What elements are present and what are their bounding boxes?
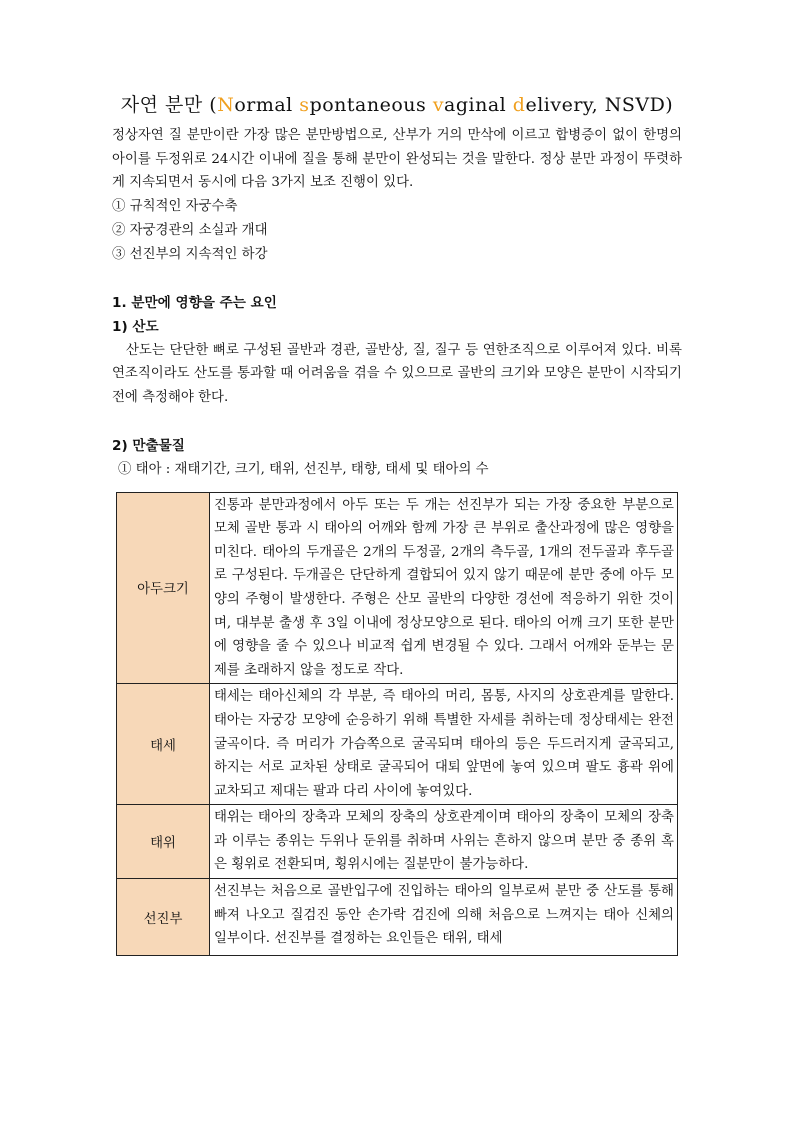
- subsection-heading-passenger: 2) 만출물질: [112, 437, 185, 454]
- title-letter-v: v: [432, 94, 445, 116]
- title-word-elivery: elivery, NSVD): [525, 94, 674, 116]
- row-text-presentation: [210, 879, 678, 956]
- table-row: [117, 492, 678, 684]
- title-prefix: 자연 분만 (: [120, 94, 218, 116]
- list-item: ① 규칙적인 자궁수축: [112, 198, 238, 214]
- birth-canal-paragraph: 산도는 단단한 뼈로 구성된 골반과 경관, 골반상, 질, 질구 등 연한조직으로 이루어져 있다. 비록 연조직이라도 산도를 통과할 때 어려움을 겪을 수 있으므로 골반의 크기와 모양은 분만이 시작되기 전에 측정해야 한다.: [112, 342, 682, 405]
- presentation-text: 선진부는 처음으로 골반입구에 진입하는 태아의 일부로써 분만 중 산도를 통해 빠져 나오고 질검진 동안 손가락 검진에 의해 처음으로 느껴지는 태아 신체의 일부이다. 선진부를 결정하는 요인들은 태위, 태세: [214, 884, 674, 947]
- list-item: ② 자궁경관의 소실과 개대: [112, 222, 268, 238]
- intro-paragraph: 정상자연 질 분만이란 가장 많은 분만방법으로, 산부가 거의 만삭에 이르고 합병증이 없이 한명의 아이를 두정위로 24시간 이내에 질을 통해 분만이 완성되는 것을 말한다. 정상 분만 과정이 뚜렷하게 지속되면서 동시에 다음 3가지 보조 진행이 있다.: [112, 128, 682, 191]
- title-letter-d: d: [512, 94, 526, 116]
- document-page: [112, 92, 682, 956]
- row-text-attitude: 태세는 태아신체의 각 부분, 즉 태아의 머리, 몸통, 사지의 상호관계를 말한다. 태아는 자궁강 모양에 순응하기 위해 특별한 자세를 취하는데 정상태세는 완전굴곡이다. 즉 머리가 가슴쪽으로 굴곡되며 태아의 등은 두드러지게 굴곡되고, 하지는 서로 교차된 상태로 굴곡되어 대퇴 앞면에 놓여 있으며 팔도 흉곽 위에 교차되고 제대는 팔과 다리 사이에 놓여있다.: [210, 684, 678, 805]
- fetus-factors-table: [116, 492, 678, 957]
- row-label-presentation: 선진부: [117, 879, 210, 956]
- table-row: [117, 805, 678, 879]
- row-text-lie: 태위는 태아의 장축과 모체의 장축의 상호관계이며 태아의 장축이 모체의 장축과 이루는 종위는 두위나 둔위를 취하며 사위는 흔하지 않으며 분만 중 종위 혹은 횡위로 전환되며, 횡위시에는 질분만이 불가능하다.: [210, 805, 678, 879]
- title-word-pontaneous: pontaneous: [309, 94, 433, 116]
- title-letter-s: s: [299, 94, 310, 116]
- row-label-attitude: 태세: [117, 684, 210, 805]
- table-row: [117, 684, 678, 805]
- section-heading: 1. 분만에 영향을 주는 요인: [112, 294, 277, 311]
- title-word-ormal: ormal: [234, 94, 300, 116]
- list-item: ③ 선진부의 지속적인 하강: [112, 246, 268, 262]
- row-text-head-size: 진통과 분만과정에서 아두 또는 두 개는 선진부가 되는 가장 중요한 부분으로 모체 골반 통과 시 태아의 어깨와 함께 가장 큰 부위로 출산과정에 많은 영향을 미친다. 태아의 두개골은 2개의 두정골, 2개의 측두골, 1개의 전두골과 후두골로 구성된다. 두개골은 단단하게 결합되어 있지 않기 때문에 분만 중에 아두 모양의 주형이 발생한다. 주형은 산모 골반의 다양한 경선에 적응하기 위한 것이며, 대부분 출생 후 3일 이내에 정상모양으로 된다. 태아의 어깨 크기 또한 분만에 영향을 줄 수 있으나 비교적 쉽게 변경될 수 있다. 그래서 어깨와 둔부는 문제를 초래하지 않을 정도로 작다.: [210, 492, 678, 684]
- subsection-heading-birth-canal: 1) 산도: [112, 318, 159, 335]
- title-word-aginal: aginal: [444, 94, 513, 116]
- title-letter-n: N: [217, 94, 235, 116]
- fetus-item: ① 태아 : 재태기간, 크기, 태위, 선진부, 태향, 태세 및 태아의 수: [118, 461, 489, 477]
- row-label-lie: 태위: [117, 805, 210, 879]
- table-row: [117, 879, 678, 956]
- row-label-head-size: 아두크기: [117, 492, 210, 684]
- document-title: [112, 92, 682, 118]
